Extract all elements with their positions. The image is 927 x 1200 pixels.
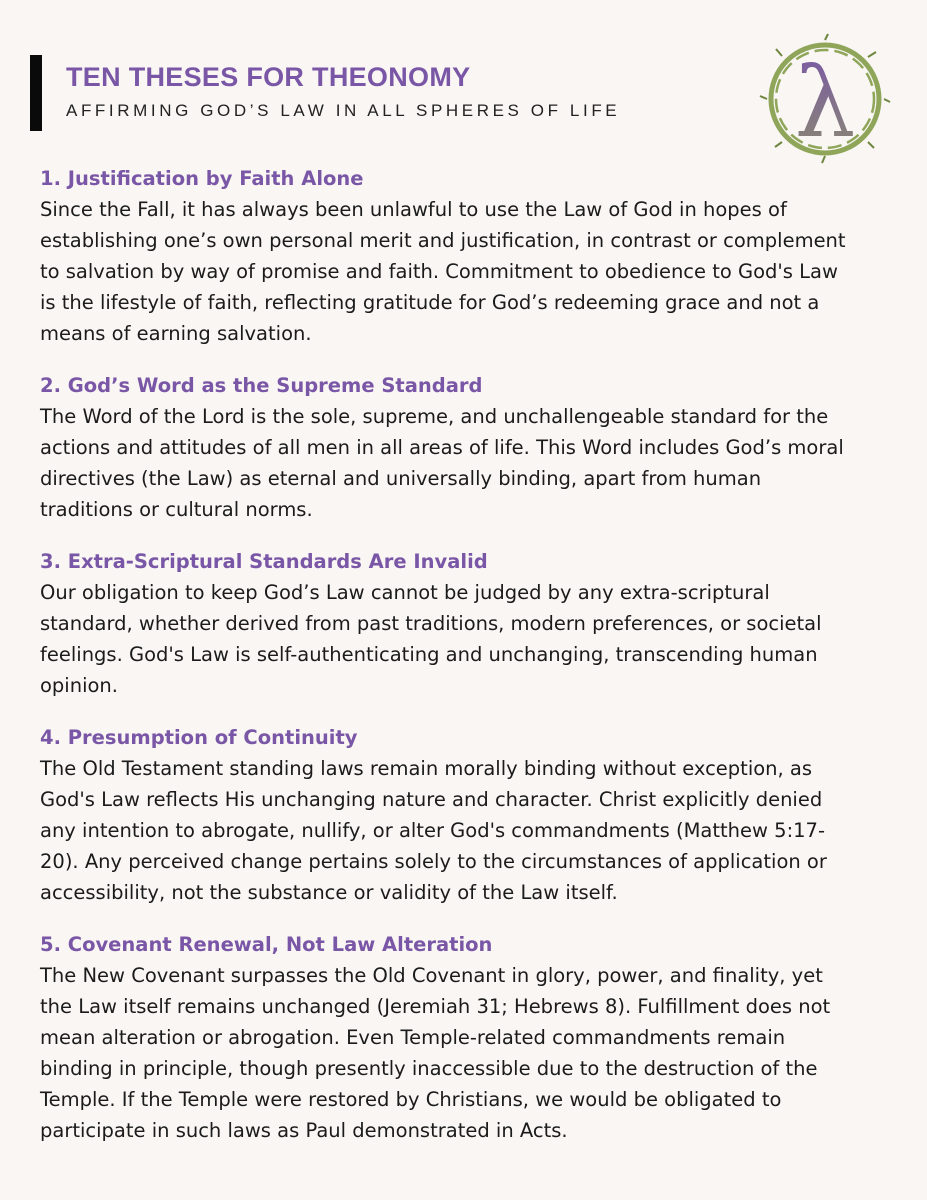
thesis-section — [40, 370, 910, 525]
thesis-body-line: binding in principle, though presently inaccessible due to the destruction of the — [40, 1057, 818, 1080]
thesis-heading: 1. Justification by Faith Alone — [40, 167, 364, 190]
thesis-section — [40, 929, 910, 1146]
thesis-section — [40, 722, 910, 908]
thesis-body-line: The Word of the Lord is the sole, supreme, and unchallengeable standard for the — [40, 405, 829, 428]
thesis-body-line: Temple. If the Temple were restored by Christians, we would be obligated to — [40, 1088, 782, 1111]
thesis-body-line: Our obligation to keep God’s Law cannot be judged by any extra-scriptural — [40, 581, 770, 604]
lambda-glyph: λ — [794, 47, 856, 159]
thesis-body-line: opinion. — [40, 674, 118, 697]
thesis-heading: 3. Extra-Scriptural Standards Are Invalid — [40, 550, 488, 573]
thesis-section — [40, 546, 910, 701]
thesis-body-line: The New Covenant surpasses the Old Covenant in glory, power, and finality, yet — [40, 964, 823, 987]
thesis-body-line: is the lifestyle of faith, reflecting gratitude for God’s redeeming grace and not a — [40, 291, 820, 314]
header-accent-bar — [30, 55, 42, 131]
thesis-body-line: mean alteration or abrogation. Even Temple-related commandments remain — [40, 1026, 786, 1049]
thesis-heading: 5. Covenant Renewal, Not Law Alteration — [40, 933, 493, 956]
thesis-body-line: feelings. God's Law is self-authenticating and unchanging, transcending human — [40, 643, 818, 666]
thesis-body-line: directives (the Law) as eternal and universally binding, apart from human — [40, 467, 762, 490]
thesis-body-line: the Law itself remains unchanged (Jeremiah 31; Hebrews 8). Fulfillment does not — [40, 995, 831, 1018]
thesis-body-line: traditions or cultural norms. — [40, 498, 313, 521]
thesis-heading: 2. God’s Word as the Supreme Standard — [40, 374, 483, 397]
thesis-body-line: participate in such laws as Paul demonstrated in Acts. — [40, 1119, 568, 1142]
thesis-body-line: The Old Testament standing laws remain morally binding without exception, as — [40, 757, 813, 780]
thesis-body-line: standard, whether derived from past traditions, modern preferences, or societal — [40, 612, 822, 635]
page-subtitle: AFFIRMING GOD’S LAW IN ALL SPHERES OF LIFE — [66, 101, 621, 120]
thesis-body-line: actions and attitudes of all men in all areas of life. This Word includes God’s moral — [40, 436, 844, 459]
thesis-body-line: to salvation by way of promise and faith. Commitment to obedience to God's Law — [40, 260, 838, 283]
thesis-body-line: 20). Any perceived change pertains solely to the circumstances of application or — [40, 850, 827, 873]
thorn-wreath-lambda-logo — [758, 32, 892, 166]
thesis-heading: 4. Presumption of Continuity — [40, 726, 358, 749]
thesis-body-line: accessibility, not the substance or validity of the Law itself. — [40, 881, 618, 904]
thesis-section — [40, 163, 910, 349]
thesis-body-line: any intention to abrogate, nullify, or alter God's commandments (Matthew 5:17- — [40, 819, 825, 842]
thesis-body-line: establishing one’s own personal merit and justification, in contrast or complement — [40, 229, 846, 252]
thesis-body-line: God's Law reflects His unchanging nature and character. Christ explicitly denied — [40, 788, 823, 811]
thesis-body-line: Since the Fall, it has always been unlawful to use the Law of God in hopes of — [40, 198, 787, 221]
page-title: TEN THESES FOR THEONOMY — [66, 62, 471, 92]
theses-list — [40, 163, 910, 1167]
thesis-body-line: means of earning salvation. — [40, 322, 312, 345]
